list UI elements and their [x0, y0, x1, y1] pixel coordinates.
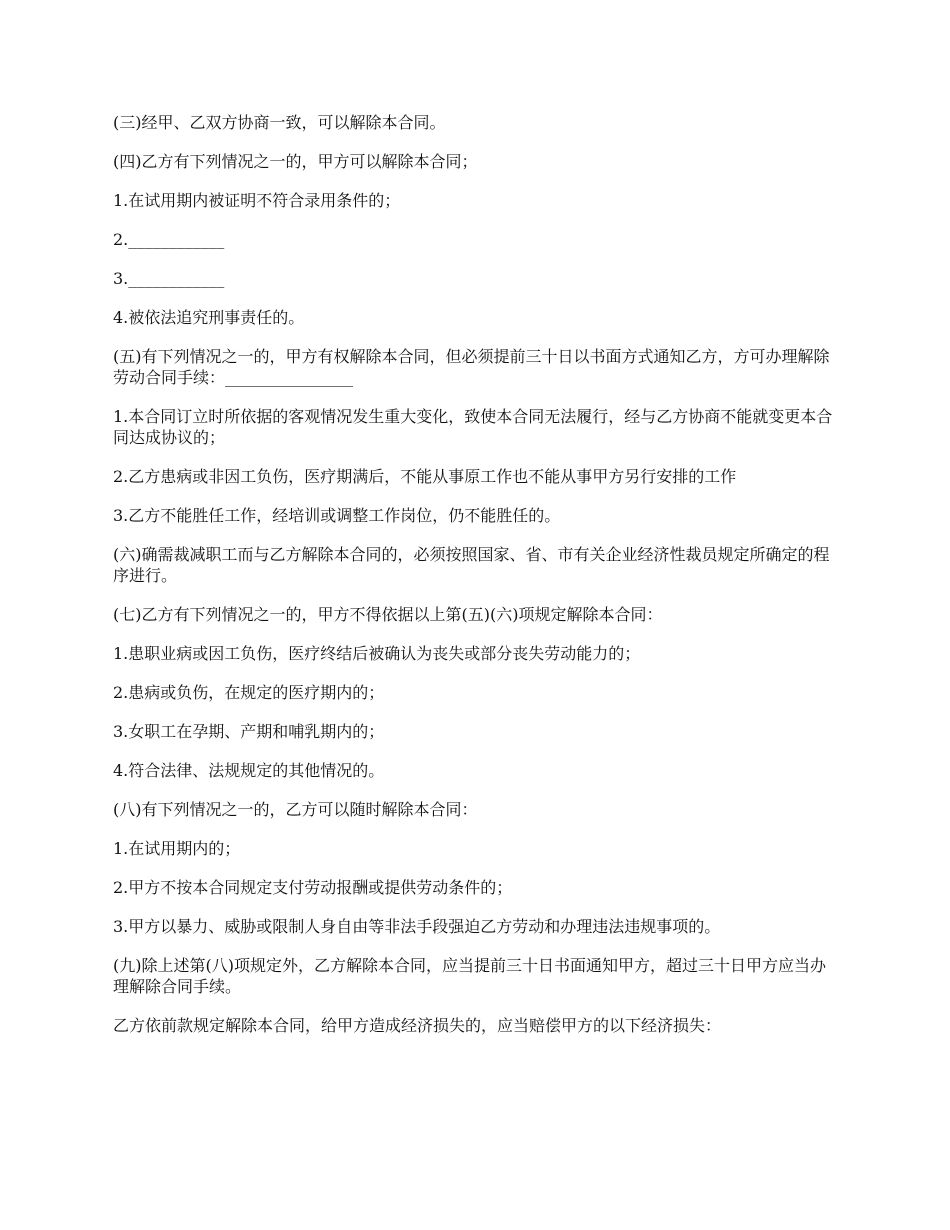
paragraph-clause-4-item-3: 3.____________ — [113, 269, 225, 288]
paragraph-clause-5: (五)有下列情况之一的，甲方有权解除本合同，但必须提前三十日以书面方式通知乙方，方可办理解除劳动合同手续：________________ — [113, 347, 830, 387]
paragraph-clause-5-item-3: 3.乙方不能胜任工作，经培训或调整工作岗位，仍不能胜任的。 — [113, 506, 561, 525]
paragraph-clause-8-item-2: 2.甲方不按本合同规定支付劳动报酬或提供劳动条件的； — [113, 878, 513, 897]
paragraph-clause-8-item-3: 3.甲方以暴力、威胁或限制人身自由等非法手段强迫乙方劳动和办理违法违规事项的。 — [113, 917, 721, 936]
paragraph-clause-9: (九)除上述第(八)项规定外，乙方解除本合同，应当提前三十日书面通知甲方，超过三十日甲方应当办理解除合同手续。 — [113, 956, 826, 996]
paragraph-clause-3: (三)经甲、乙双方协商一致，可以解除本合同。 — [113, 113, 446, 132]
paragraph-clause-8: (八)有下列情况之一的，乙方可以随时解除本合同： — [113, 800, 478, 819]
paragraph-clause-7-item-2: 2.患病或负伤，在规定的医疗期内的； — [113, 683, 385, 702]
paragraph-clause-4-item-4: 4.被依法追究刑事责任的。 — [113, 308, 305, 327]
paragraph-clause-7-item-1: 1.患职业病或因工负伤，医疗终结后被确认为丧失或部分丧失劳动能力的； — [113, 644, 641, 663]
paragraph-clause-4: (四)乙方有下列情况之一的，甲方可以解除本合同； — [113, 152, 478, 171]
paragraph-clause-8-item-1: 1.在试用期内的； — [113, 839, 241, 858]
paragraph-clause-5-item-2: 2.乙方患病或非因工负伤，医疗期满后，不能从事原工作也不能从事甲方另行安排的工作 — [113, 467, 737, 486]
paragraph-compensation: 乙方依前款规定解除本合同，给甲方造成经济损失的，应当赔偿甲方的以下经济损失： — [113, 1016, 722, 1035]
paragraph-clause-5-item-1: 1.本合同订立时所依据的客观情况发生重大变化，致使本合同无法履行，经与乙方协商不能就变更本合同达成协议的； — [113, 407, 833, 447]
paragraph-clause-6: (六)确需裁减职工而与乙方解除本合同的，必须按照国家、省、市有关企业经济性裁员规定所确定的程序进行。 — [113, 545, 830, 585]
paragraph-clause-4-item-1: 1.在试用期内被证明不符合录用条件的； — [113, 191, 401, 210]
paragraph-clause-4-item-2: 2.____________ — [113, 230, 225, 249]
paragraph-clause-7: (七)乙方有下列情况之一的，甲方不得依据以上第(五)(六)项规定解除本合同： — [113, 605, 663, 624]
paragraph-clause-7-item-3: 3.女职工在孕期、产期和哺乳期内的； — [113, 722, 385, 741]
document-body — [113, 112, 838, 1054]
paragraph-clause-7-item-4: 4.符合法律、法规规定的其他情况的。 — [113, 761, 385, 780]
